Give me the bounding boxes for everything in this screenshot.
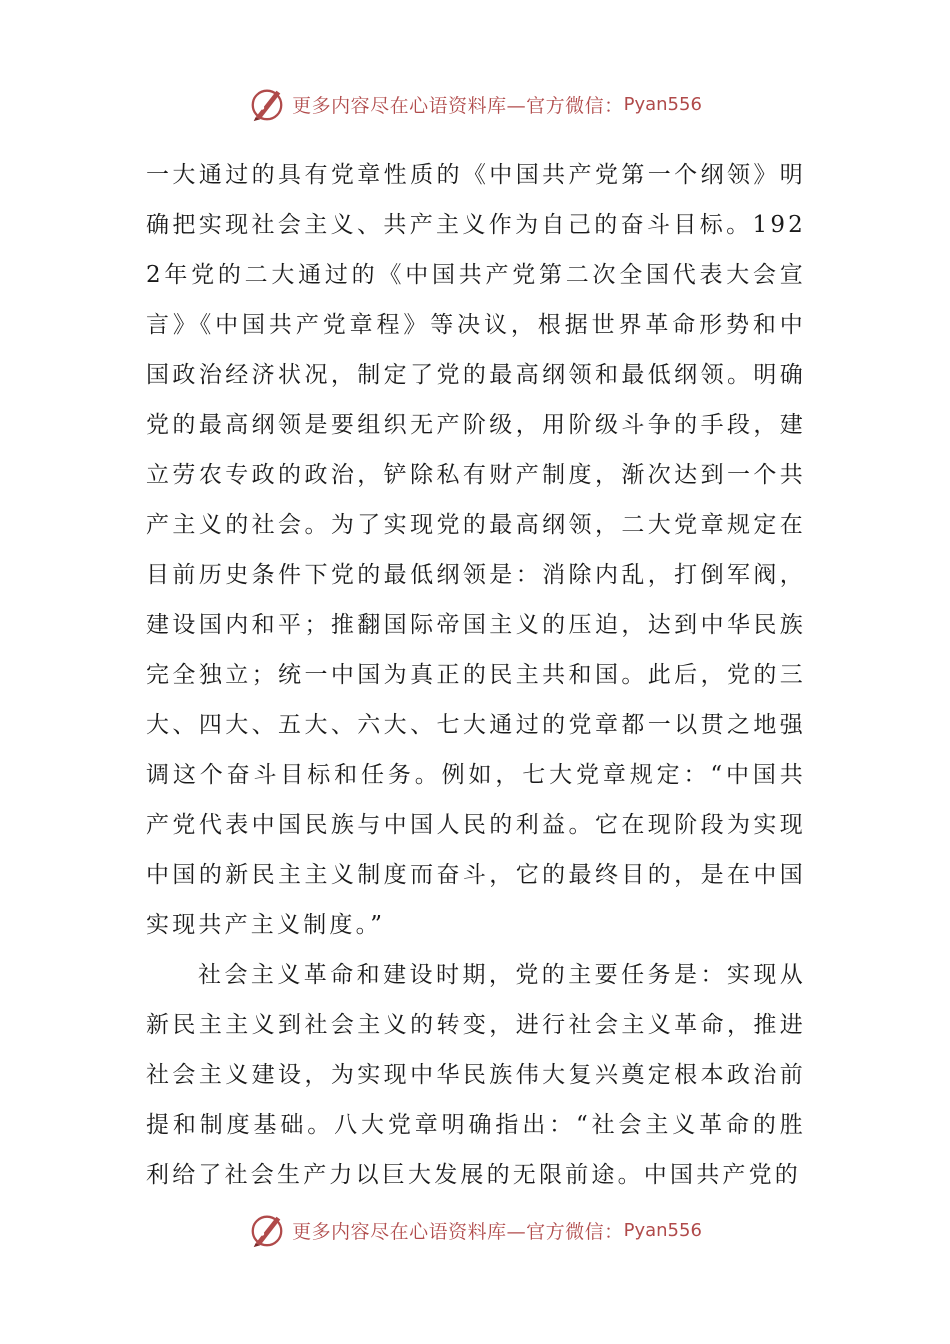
footer-watermark bbox=[0, 1210, 950, 1250]
paragraph: 社会主义革命和建设时期，党的主要任务是：实现从新民主主义到社会主义的转变，进行社会主义革命，推进社会主义建设，为实现中华民族伟大复兴奠定根本政治前提和制度基础。八大党章明确指出：“社会主义革命的胜利给了社会生产力以巨大发展的无限前途。中国共产党的 bbox=[146, 962, 806, 1188]
header-watermark bbox=[0, 84, 950, 124]
pen-logo-icon bbox=[248, 1211, 286, 1249]
watermark-text: 更多内容尽在心语资料库—官方微信： bbox=[292, 1220, 624, 1243]
watermark-wechat-id: Pyan556 bbox=[623, 93, 702, 115]
pen-logo-icon bbox=[248, 85, 286, 123]
watermark-text: 更多内容尽在心语资料库—官方微信： bbox=[292, 94, 624, 117]
paragraph: 一大通过的具有党章性质的《中国共产党第一个纲领》明确把实现社会主义、共产主义作为自己的奋斗目标。1922年党的二大通过的《中国共产党第二次全国代表大会宣言》《中国共产党章程》等决议，根据世界革命形势和中国政治经济状况，制定了党的最高纲领和最低纲领。明确党的最高纲领是要组织无产阶级，用阶级斗争的手段，建立劳农专政的政治，铲除私有财产制度，渐次达到一个共产主义的社会。为了实现党的最高纲领，二大党章规定在目前历史条件下党的最低纲领是：消除内乱，打倒军阀，建设国内和平；推翻国际帝国主义的压迫，达到中华民族完全独立；统一中国为真正的民主共和国。此后，党的三大、四大、五大、六大、七大通过的党章都一以贯之地强调这个奋斗目标和任务。例如，七大党章规定：“中国共产党代表中国民族与中国人民的利益。它在现阶段为实现中国的新民主主义制度而奋斗，它的最终目的，是在中国实现共产主义制度。” bbox=[146, 162, 806, 938]
document-body bbox=[146, 150, 806, 1200]
watermark-wechat-id: Pyan556 bbox=[623, 1219, 702, 1241]
